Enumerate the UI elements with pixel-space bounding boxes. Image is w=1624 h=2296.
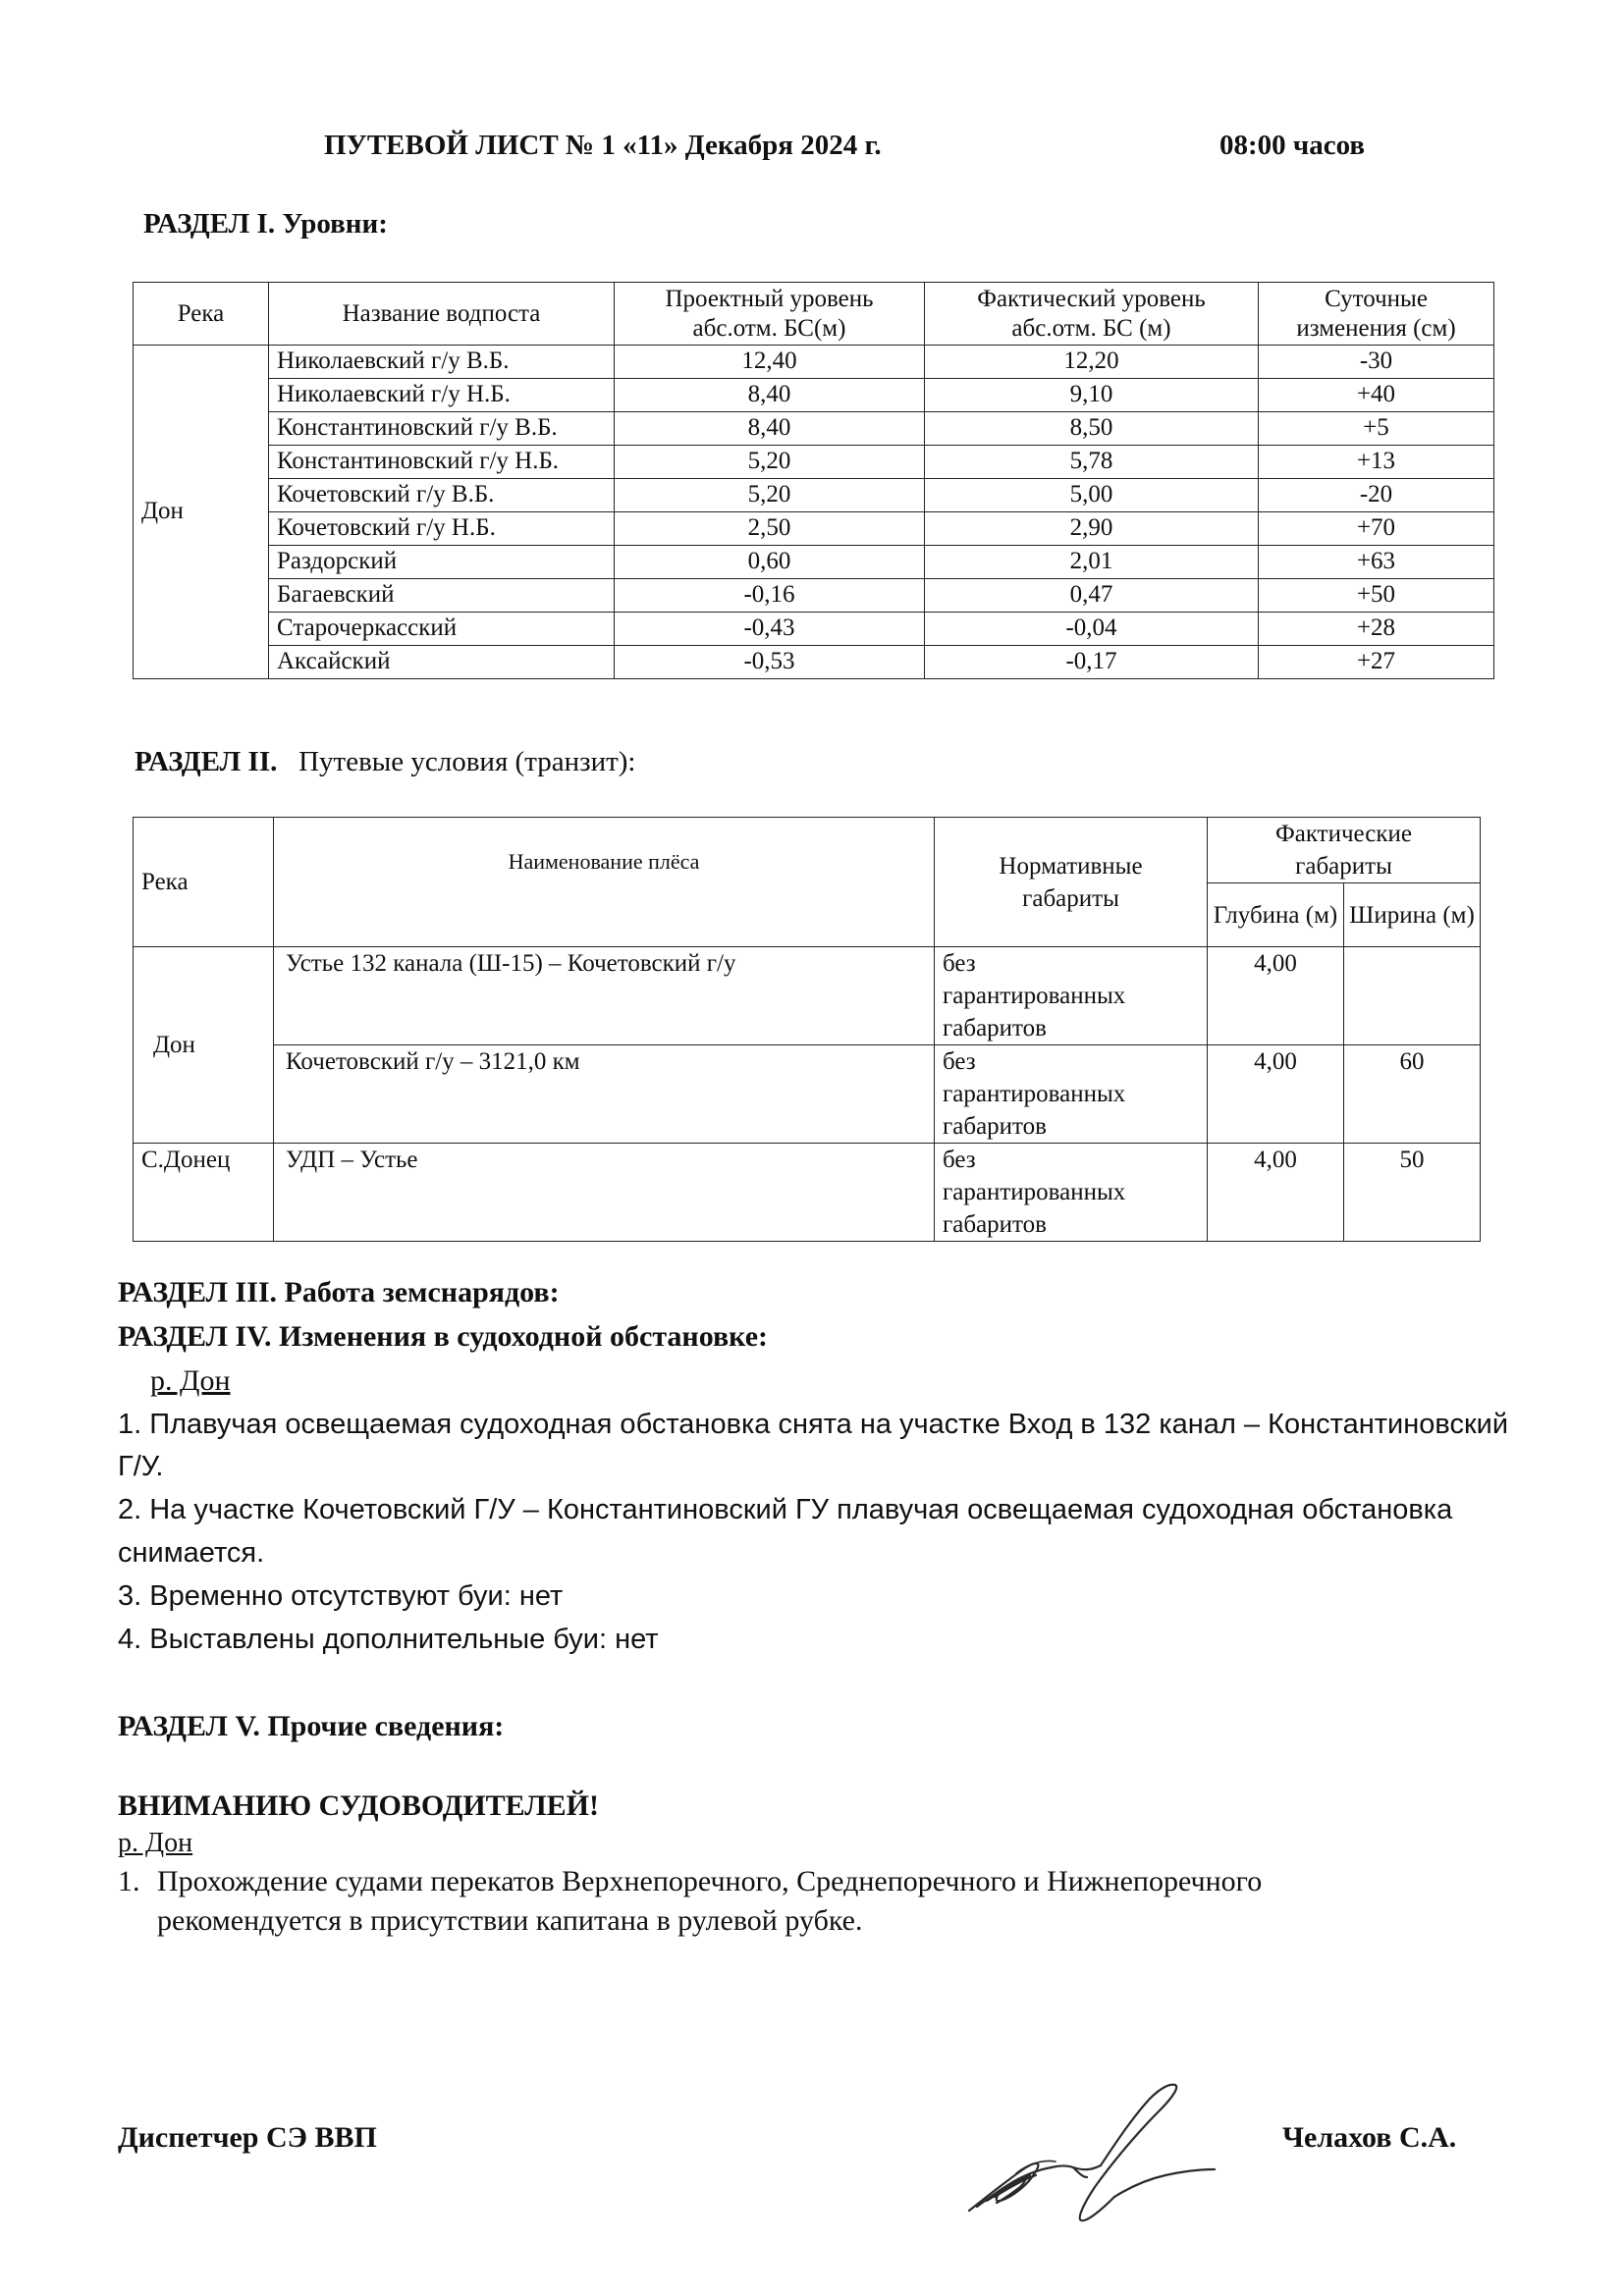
section2-title-number: РАЗДЕЛ II.	[135, 746, 278, 777]
reach-name: Кочетовский г/у – 3121,0 км	[274, 1045, 935, 1144]
section1-title: РАЗДЕЛ I. Уровни:	[143, 208, 388, 240]
table-row	[134, 646, 1494, 679]
col-header-design-level: Проектный уровень абс.отм. БС(м)	[615, 283, 925, 346]
post-name: Николаевский г/у Н.Б.	[269, 379, 615, 412]
section5-title: РАЗДЕЛ V. Прочие сведения:	[118, 1710, 505, 1742]
section3-title: РАЗДЕЛ III. Работа земснарядов:	[118, 1276, 560, 1308]
levels-header-row	[134, 283, 1494, 346]
col-header-normative: Нормативные габариты	[935, 818, 1208, 947]
table-row	[134, 479, 1494, 512]
width-value: 60	[1344, 1045, 1481, 1144]
notice-3: 3. Временно отсутствуют буи: нет	[118, 1580, 564, 1612]
table-row	[134, 1045, 1481, 1144]
attention-river: р. Дон	[118, 1828, 193, 1858]
table-row	[134, 613, 1494, 646]
daily-change: +63	[1259, 546, 1494, 579]
col-header-depth: Глубина (м)	[1208, 883, 1344, 947]
daily-change: +5	[1259, 412, 1494, 446]
table-row	[134, 947, 1481, 1045]
route-conditions-table	[133, 817, 1481, 1242]
daily-change: +27	[1259, 646, 1494, 679]
normative-dimensions: без гарантированных габаритов	[935, 1144, 1208, 1242]
actual-level: 12,20	[925, 346, 1259, 379]
depth-value: 4,00	[1208, 1144, 1344, 1242]
table-row	[134, 346, 1494, 379]
post-name: Старочеркасский	[269, 613, 615, 646]
post-name: Кочетовский г/у Н.Б.	[269, 512, 615, 546]
notice-4: 4. Выставлены дополнительные буи: нет	[118, 1624, 659, 1655]
design-level: 8,40	[615, 412, 925, 446]
daily-change: -20	[1259, 479, 1494, 512]
actual-level: 2,90	[925, 512, 1259, 546]
width-value: 50	[1344, 1144, 1481, 1242]
table-row	[134, 512, 1494, 546]
attention-item-line-1: Прохождение судами перекатов Верхнепоречного, Среднепоречного и Нижнепоречного	[157, 1865, 1263, 1897]
section4-title: РАЗДЕЛ IV. Изменения в судоходной обстановке:	[118, 1320, 769, 1353]
daily-change: +13	[1259, 446, 1494, 479]
col-header-river: Река	[134, 818, 274, 947]
signer-name: Челахов С.А.	[1282, 2121, 1457, 2154]
levels-table	[133, 282, 1494, 679]
design-level: 5,20	[615, 446, 925, 479]
depth-value: 4,00	[1208, 947, 1344, 1045]
section2-title	[135, 746, 635, 778]
actual-level: 8,50	[925, 412, 1259, 446]
col-header-post: Название водпоста	[269, 283, 615, 346]
table-row	[134, 446, 1494, 479]
daily-change: +40	[1259, 379, 1494, 412]
col-header-reach: Наименование плёса	[274, 818, 935, 947]
actual-level: -0,04	[925, 613, 1259, 646]
document-time: 08:00 часов	[1219, 130, 1366, 161]
daily-change: +50	[1259, 579, 1494, 613]
depth-value: 4,00	[1208, 1045, 1344, 1144]
width-value	[1344, 947, 1481, 1045]
attention-title: ВНИМАНИЮ СУДОВОДИТЕЛЕЙ!	[118, 1789, 599, 1822]
river-cell: Дон	[134, 947, 274, 1144]
table-row	[134, 1144, 1481, 1242]
design-level: 5,20	[615, 479, 925, 512]
signature-icon	[957, 2071, 1222, 2238]
section2-title-text: Путевые условия (транзит):	[298, 746, 636, 777]
daily-change: -30	[1259, 346, 1494, 379]
actual-level: 2,01	[925, 546, 1259, 579]
col-header-river: Река	[134, 283, 269, 346]
design-level: 0,60	[615, 546, 925, 579]
table-row	[134, 412, 1494, 446]
reach-name: Устье 132 канала (Ш-15) – Кочетовский г/у	[274, 947, 935, 1045]
normative-dimensions: без гарантированных габаритов	[935, 1045, 1208, 1144]
col-header-daily-change: Суточные изменения (см)	[1259, 283, 1494, 346]
table-row	[134, 579, 1494, 613]
notice-2-line-1: 2. На участке Кочетовский Г/У – Константиновский ГУ плавучая освещаемая судоходная обстановка	[118, 1494, 1453, 1525]
col-header-width: Ширина (м)	[1344, 883, 1481, 947]
document-title: ПУТЕВОЙ ЛИСТ № 1 «11» Декабря 2024 г.	[324, 130, 882, 161]
actual-level: 9,10	[925, 379, 1259, 412]
post-name: Константиновский г/у В.Б.	[269, 412, 615, 446]
post-name: Багаевский	[269, 579, 615, 613]
post-name: Раздорский	[269, 546, 615, 579]
design-level: -0,53	[615, 646, 925, 679]
design-level: -0,16	[615, 579, 925, 613]
daily-change: +28	[1259, 613, 1494, 646]
normative-dimensions: без гарантированных габаритов	[935, 947, 1208, 1045]
actual-level: -0,17	[925, 646, 1259, 679]
attention-item-line-2: рекомендуется в присутствии капитана в рулевой рубке.	[157, 1904, 863, 1937]
table-row	[134, 546, 1494, 579]
notice-1-line-1: 1. Плавучая освещаемая судоходная обстановка снята на участке Вход в 132 канал – Константиновский	[118, 1409, 1509, 1440]
actual-level: 5,00	[925, 479, 1259, 512]
attention-item-number: 1.	[118, 1865, 140, 1897]
post-name: Николаевский г/у В.Б.	[269, 346, 615, 379]
design-level: 2,50	[615, 512, 925, 546]
actual-level: 5,78	[925, 446, 1259, 479]
col-header-actual: Фактические габариты	[1208, 818, 1481, 883]
post-name: Константиновский г/у Н.Б.	[269, 446, 615, 479]
post-name: Аксайский	[269, 646, 615, 679]
notice-2-line-2: снимается.	[118, 1537, 265, 1569]
design-level: -0,43	[615, 613, 925, 646]
route-header-row-1	[134, 818, 1481, 883]
design-level: 12,40	[615, 346, 925, 379]
section4-river: р. Дон	[150, 1364, 231, 1397]
col-header-actual-level: Фактический уровень абс.отм. БС (м)	[925, 283, 1259, 346]
design-level: 8,40	[615, 379, 925, 412]
river-cell: С.Донец	[134, 1144, 274, 1242]
actual-level: 0,47	[925, 579, 1259, 613]
table-row	[134, 379, 1494, 412]
river-cell: Дон	[134, 346, 269, 679]
post-name: Кочетовский г/у В.Б.	[269, 479, 615, 512]
signer-position: Диспетчер СЭ ВВП	[118, 2121, 377, 2154]
daily-change: +70	[1259, 512, 1494, 546]
notice-1-line-2: Г/У.	[118, 1451, 164, 1482]
reach-name: УДП – Устье	[274, 1144, 935, 1242]
